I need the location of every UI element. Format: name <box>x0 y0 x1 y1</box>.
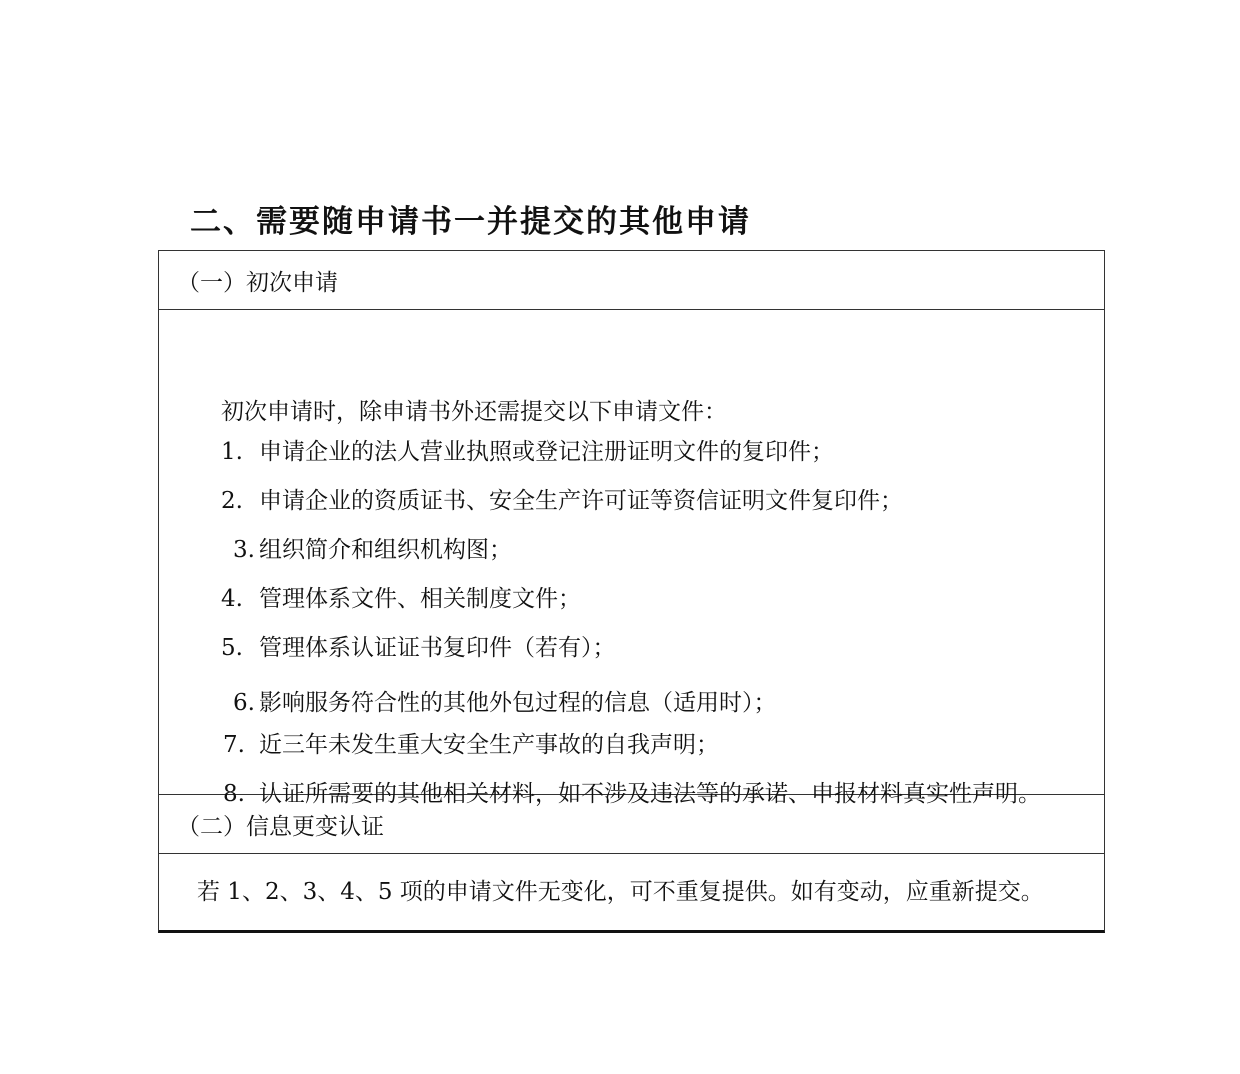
list-item-number: 2. <box>221 488 243 514</box>
requirements-table <box>158 250 1105 933</box>
list-item <box>221 585 581 613</box>
list-item-text: 管理体系认证证书复印件（若有）； <box>259 635 616 661</box>
list-item-text: 申请企业的法人营业执照或登记注册证明文件的复印件； <box>259 439 834 465</box>
list-item <box>223 731 719 759</box>
section-initial-body <box>159 310 1104 807</box>
section-initial-heading: （一）初次申请 <box>159 251 1104 310</box>
section-change-body <box>159 854 1104 930</box>
list-item-text: 申请企业的资质证书、安全生产许可证等资信证明文件复印件； <box>259 488 903 514</box>
section-change-heading: （二）信息更变认证 <box>159 795 1104 854</box>
list-item <box>233 689 777 717</box>
list-item-text: 管理体系文件、相关制度文件； <box>259 586 581 612</box>
list-item-text: 认证所需要的其他相关材料，如不涉及违法等的承诺、申报材料真实性声明。 <box>259 781 1041 807</box>
list-item-text: 影响服务符合性的其他外包过程的信息（适用时）； <box>259 690 777 716</box>
list-item <box>221 634 616 662</box>
section-initial-intro: 初次申请时，除申请书外还需提交以下申请文件： <box>221 399 727 425</box>
list-item-text: 组织简介和组织机构图； <box>259 537 512 563</box>
list-item-number: 7. <box>223 732 245 758</box>
list-item-number: 5. <box>221 635 243 661</box>
list-item-number: 8. <box>223 781 245 807</box>
section-change-text: 若 1、2、3、4、5 项的申请文件无变化，可不重复提供。如有变动，应重新提交。 <box>197 879 1044 905</box>
list-item-number: 3. <box>233 537 255 563</box>
list-item <box>221 438 834 466</box>
list-item-number: 6. <box>233 690 255 716</box>
list-item-number: 4. <box>221 586 243 612</box>
list-item <box>223 780 1041 808</box>
list-item-number: 1. <box>221 439 243 465</box>
list-item <box>233 536 512 564</box>
list-item <box>221 487 903 515</box>
document-title: 二、需要随申请书一并提交的其他申请 <box>190 204 751 240</box>
list-item-text: 近三年未发生重大安全生产事故的自我声明； <box>259 732 719 758</box>
